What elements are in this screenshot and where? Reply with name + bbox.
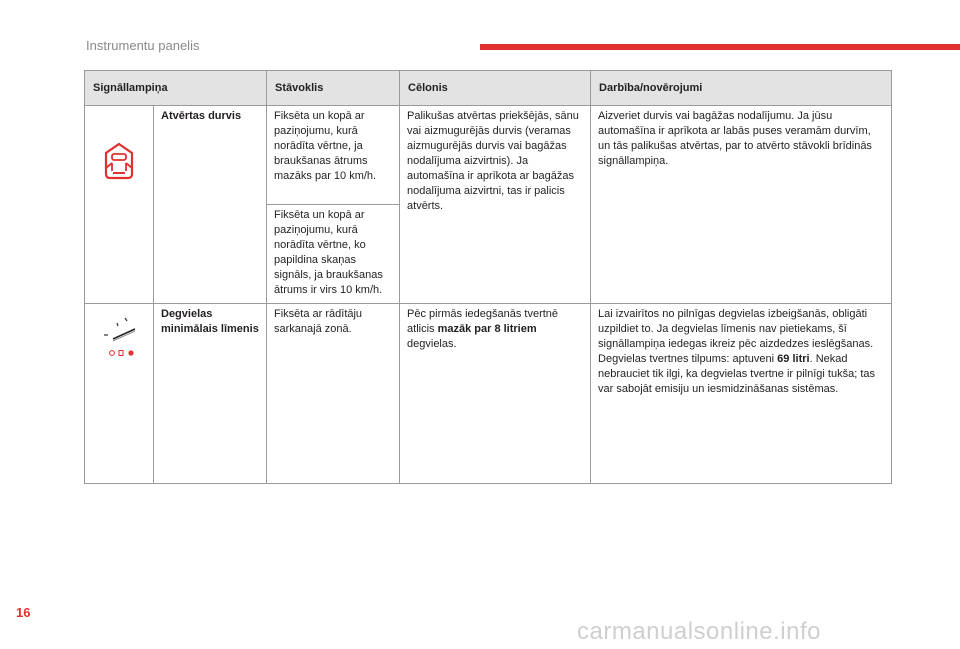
action-text: Aizveriet durvis vai bagāžas nodalījumu. Ja jūsu automašīna ir aprīkota ar labās puses veramām durvīm, un tās palikušas atvērtas, par to atvērto stāvokli brīdinās signāllampiņa. [591, 106, 892, 304]
column-header: Signāllampiņa [85, 71, 267, 106]
action-text [591, 304, 892, 484]
table-row [85, 304, 892, 484]
cause-text: Palikušas atvērtas priekšējās, sānu vai aizmugurējās durvis (veramas aizmugurējās durvis vai bagāžas nodalījuma aizvirtnis). Ja automašīna ir aprīkota ar bagāžas nodalījuma aizvirtni, tas ir palicis atvērts. [400, 106, 591, 304]
cause-text-start: Pēc pirmās iedegšanās tvertnē atlicis [407, 308, 559, 335]
column-header: Cēlonis [400, 71, 591, 106]
cause-text-end: degvielas. [407, 338, 457, 350]
light-name: Atvērtas durvis [154, 106, 267, 304]
icon-cell [85, 106, 154, 304]
action-text-end: . Nekad nebrauciet tik ilgi, ka degvielas tvertne ir pilnīgi tukša; tas var sabojāt emisiju un iesmidzināšanas sistēmas. [598, 353, 875, 395]
table-header-row [85, 71, 892, 106]
column-header: Darbība/novērojumi [591, 71, 892, 106]
table-row [85, 106, 892, 205]
icon-cell [85, 304, 154, 484]
section-title: Instrumentu panelis [86, 38, 200, 53]
header-accent-bar [480, 44, 960, 50]
state-text: Fiksēta ar rādītāju sarkanajā zonā. [267, 304, 400, 484]
fuel-remaining-value: mazāk par 8 litriem [437, 323, 537, 335]
tank-capacity-value: 69 litri [777, 353, 810, 365]
column-header: Stāvoklis [267, 71, 400, 106]
light-name: Degvielas minimālais līmenis [154, 304, 267, 484]
warning-lights-table [84, 70, 892, 484]
action-text-start: Lai izvairītos no pilnīgas degvielas izbeigšanās, obligāti uzpildiet to. Ja degvielas līmenis nav pietiekams, šī signāllampiņa iedegas ikreiz pēc aizdedzes ieslēgšanas. Degvielas tvertnes tilpums: aptuveni [598, 308, 874, 365]
state-text: Fiksēta un kopā ar paziņojumu, kurā norādīta vērtne, ko papildina skaņas signāls, ja braukšanas ātrums ir virs 10 km/h. [267, 205, 400, 304]
fuel-gauge-icon [97, 313, 141, 362]
page-number: 16 [16, 605, 31, 620]
cause-text [400, 304, 591, 484]
open-door-car-icon [101, 141, 137, 186]
watermark: carmanualsonline.info [577, 618, 821, 645]
state-text: Fiksēta un kopā ar paziņojumu, kurā norādīta vērtne, ja braukšanas ātrums mazāks par 10 km/h. [267, 106, 400, 205]
